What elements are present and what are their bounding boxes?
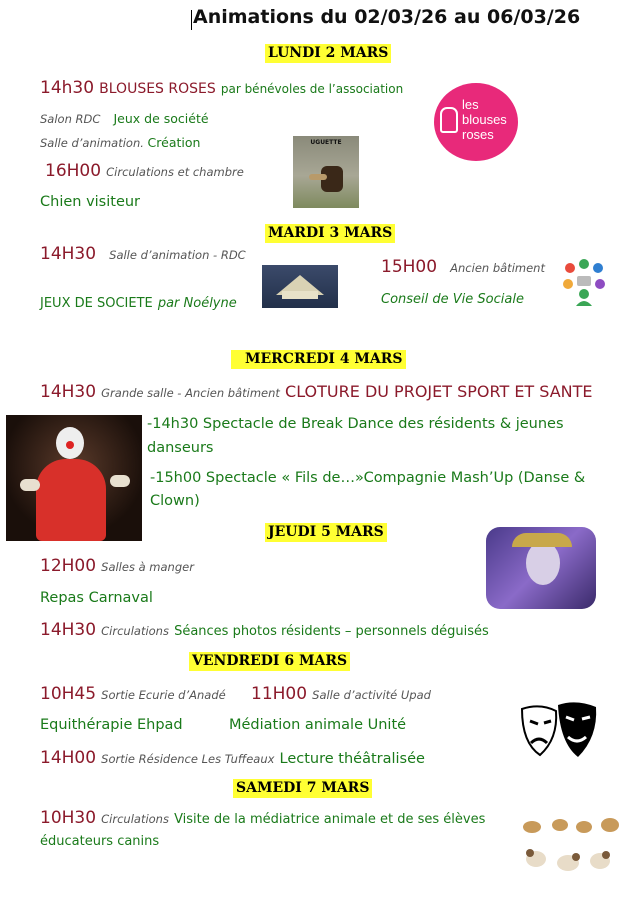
event-title: CLOTURE DU PROJET SPORT ET SANTE: [285, 382, 593, 401]
event-activity: Médiation animale Unité: [229, 717, 407, 733]
event-location: Salle d’activité Upad: [312, 688, 431, 702]
event-activity: Equithérapie Ehpad: [40, 717, 183, 733]
event-friday-2: [251, 684, 431, 704]
event-activity: Visite de la médiatrice animale et de ses élèves: [174, 812, 486, 827]
event-location: Salles à manger: [101, 560, 194, 574]
event-location: Ancien bâtiment: [450, 261, 545, 275]
day-heading-monday: LUNDI 2 MARS: [265, 44, 391, 63]
day-heading-thursday: JEUDI 5 MARS: [265, 523, 387, 542]
event-activity: JEUX DE SOCIETE: [40, 296, 153, 311]
dogs-illustration: [520, 813, 624, 881]
event-location: Salon RDC: [40, 112, 101, 126]
event-time: 12H00: [40, 556, 97, 576]
event-activity: Jeux de société: [113, 111, 209, 126]
event-location: Circulations: [101, 624, 169, 638]
dog-photo: [293, 136, 359, 208]
day-heading-wednesday: MERCREDI 4 MARS: [231, 350, 406, 369]
event-time: 10H30: [40, 808, 97, 828]
event-friday-1: [40, 684, 226, 704]
photo-caption: UGUETTE: [310, 139, 342, 146]
event-monday-1: [40, 78, 403, 98]
event-activity: -15h00 Spectacle « Fils de…»Compagnie Mash’Up (Danse &: [150, 470, 586, 486]
event-activity: éducateurs canins: [40, 834, 160, 849]
event-activity: Conseil de Vie Sociale: [381, 292, 524, 307]
day-heading-tuesday: MARDI 3 MARS: [265, 224, 395, 243]
event-time: 15H00: [381, 257, 438, 277]
logo-text: les: [462, 97, 479, 112]
event-time: 16H00: [45, 161, 102, 181]
event-time: 14H30: [40, 244, 97, 264]
event-location: Sortie Résidence Les Tuffeaux: [101, 752, 275, 766]
logo-text: blouses: [462, 112, 507, 127]
event-time: 14H00: [40, 748, 97, 768]
event-thursday-2: [40, 620, 489, 640]
logo-text: roses: [462, 127, 494, 142]
event-tuesday-2: [381, 257, 545, 277]
event-title: BLOUSES ROSES: [99, 81, 216, 97]
event-activity: danseurs: [147, 440, 214, 456]
event-saturday: [40, 808, 485, 828]
event-activity: Séances photos résidents – personnels déguisés: [174, 624, 489, 639]
page-title: Animations du 02/03/26 au 06/03/26: [193, 6, 581, 28]
event-by: par bénévoles de l’association: [220, 82, 404, 96]
event-time: 14H30: [40, 382, 97, 402]
event-location: Sortie Ecurie d’Anadé: [101, 688, 226, 702]
event-by: par Noélyne: [157, 296, 237, 311]
board-games-photo: [262, 265, 338, 308]
event-time: 14H30: [40, 620, 97, 640]
event-tuesday-1-activity: [40, 292, 237, 311]
event-monday-2: [45, 161, 244, 181]
event-tuesday-1: [40, 244, 246, 264]
event-activity: Lecture théâtralisée: [279, 751, 425, 767]
event-time: 11H00: [251, 684, 308, 704]
event-monday-1-line2: [40, 108, 209, 127]
event-wednesday: [40, 382, 593, 402]
day-heading-friday: VENDREDI 6 MARS: [189, 652, 350, 671]
event-activity: Création: [147, 135, 201, 150]
event-activity: Repas Carnaval: [40, 590, 153, 606]
event-location: Grande salle - Ancien bâtiment: [101, 386, 280, 400]
event-time: 10H45: [40, 684, 97, 704]
event-activity: Clown): [150, 493, 200, 509]
event-monday-1-line3: Salle d’animation. Création: [40, 135, 201, 150]
event-activity: Chien visiteur: [40, 194, 141, 210]
carnival-mask-photo: [486, 527, 596, 609]
day-heading-saturday: SAMEDI 7 MARS: [233, 779, 372, 798]
blouses-roses-logo: [434, 83, 518, 161]
council-people-icon: [560, 258, 608, 308]
event-location: Circulations: [101, 812, 169, 826]
event-thursday-1: [40, 556, 194, 576]
event-location: Salle d’animation: [40, 136, 141, 150]
text-cursor: [191, 10, 192, 30]
clown-photo: [6, 415, 142, 541]
event-friday-3: [40, 748, 425, 768]
event-location: Circulations et chambre: [106, 165, 244, 179]
theatre-masks-icon: [516, 699, 604, 765]
event-time: 14h30: [40, 78, 95, 98]
event-location: Salle d’animation - RDC: [109, 248, 246, 262]
event-activity: -14h30 Spectacle de Break Dance des résidents & jeunes: [147, 416, 564, 432]
heart-figure-icon: [440, 107, 458, 133]
